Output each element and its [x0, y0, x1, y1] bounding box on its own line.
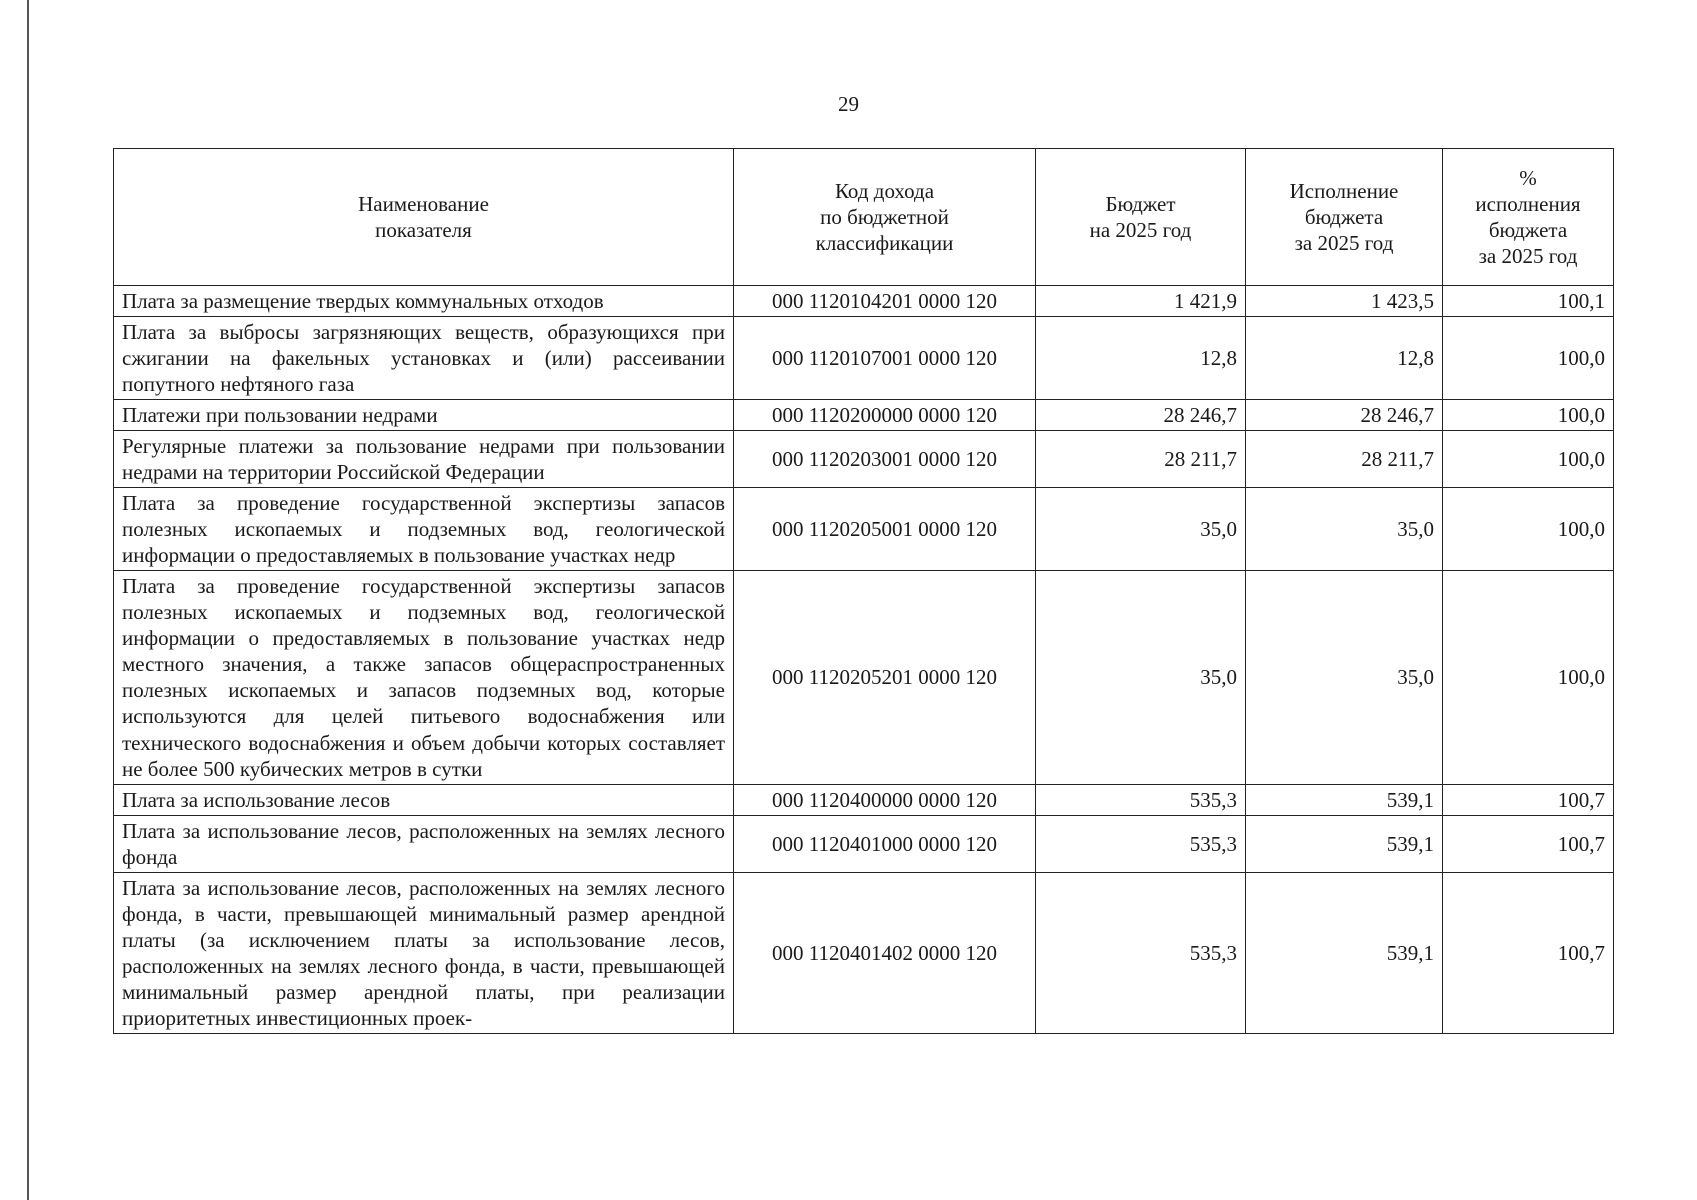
row-name: Плата за проведение государственной экспертизы запасов полезных ископаемых и подземных вод, геологической информации о предоставляемых в пользование участках недр местного значения, а также запасов общераспространенных полезных ископаемых и запасов подземных вод, которые используются для целей питьевого водоснабжения или технического водоснабжения и объем добычи которых составляет не более 500 кубических метров в сутки — [114, 571, 734, 784]
header-budget: Бюджет на 2025 год — [1036, 149, 1246, 286]
row-name: Плата за выбросы загрязняющих веществ, образующихся при сжигании на факельных установках и (или) рассеивании попутного нефтяного газа — [114, 317, 734, 400]
row-code: 000 1120200000 0000 120 — [734, 400, 1036, 431]
row-name: Регулярные платежи за пользование недрами при пользовании недрами на территории Российской Федерации — [114, 431, 734, 488]
row-budget: 535,3 — [1036, 872, 1246, 1033]
row-percent: 100,7 — [1443, 872, 1614, 1033]
row-code: 000 1120205001 0000 120 — [734, 488, 1036, 571]
row-name: Платежи при пользовании недрами — [114, 400, 734, 431]
row-name: Плата за проведение государственной экспертизы запасов полезных ископаемых и подземных вод, геологической информации о предоставляемых в пользование участках недр — [114, 488, 734, 571]
table-row — [114, 571, 1614, 784]
table-row — [114, 317, 1614, 400]
table-row — [114, 286, 1614, 317]
table-row — [114, 815, 1614, 872]
row-percent: 100,0 — [1443, 431, 1614, 488]
row-percent: 100,1 — [1443, 286, 1614, 317]
row-budget: 12,8 — [1036, 317, 1246, 400]
table-header — [114, 149, 1614, 286]
row-code: 000 1120400000 0000 120 — [734, 784, 1036, 815]
row-execution: 539,1 — [1246, 815, 1443, 872]
row-budget: 535,3 — [1036, 784, 1246, 815]
header-row — [114, 149, 1614, 286]
row-execution: 35,0 — [1246, 488, 1443, 571]
row-code: 000 1120104201 0000 120 — [734, 286, 1036, 317]
row-code: 000 1120401402 0000 120 — [734, 872, 1036, 1033]
page-number: 29 — [838, 92, 859, 116]
row-execution: 35,0 — [1246, 571, 1443, 784]
row-budget: 35,0 — [1036, 488, 1246, 571]
table-row — [114, 400, 1614, 431]
row-percent: 100,0 — [1443, 571, 1614, 784]
table-row — [114, 431, 1614, 488]
table-row — [114, 488, 1614, 571]
row-budget: 28 246,7 — [1036, 400, 1246, 431]
row-execution: 539,1 — [1246, 784, 1443, 815]
row-budget: 1 421,9 — [1036, 286, 1246, 317]
row-budget: 535,3 — [1036, 815, 1246, 872]
row-execution: 28 246,7 — [1246, 400, 1443, 431]
row-percent: 100,0 — [1443, 400, 1614, 431]
row-execution: 12,8 — [1246, 317, 1443, 400]
row-percent: 100,7 — [1443, 815, 1614, 872]
table-row — [114, 784, 1614, 815]
header-code: Код дохода по бюджетной классификации — [734, 149, 1036, 286]
row-execution: 28 211,7 — [1246, 431, 1443, 488]
row-execution: 1 423,5 — [1246, 286, 1443, 317]
row-percent: 100,7 — [1443, 784, 1614, 815]
row-name: Плата за использование лесов, расположенных на землях лесного фонда — [114, 815, 734, 872]
binding-line — [27, 0, 29, 1200]
row-percent: 100,0 — [1443, 488, 1614, 571]
row-code: 000 1120203001 0000 120 — [734, 431, 1036, 488]
budget-table — [113, 148, 1614, 1034]
header-percent: % исполнения бюджета за 2025 год — [1443, 149, 1614, 286]
header-name: Наименование показателя — [114, 149, 734, 286]
row-budget: 28 211,7 — [1036, 431, 1246, 488]
row-percent: 100,0 — [1443, 317, 1614, 400]
table-row — [114, 872, 1614, 1033]
row-code: 000 1120401000 0000 120 — [734, 815, 1036, 872]
header-execution: Исполнение бюджета за 2025 год — [1246, 149, 1443, 286]
row-execution: 539,1 — [1246, 872, 1443, 1033]
row-budget: 35,0 — [1036, 571, 1246, 784]
row-code: 000 1120205201 0000 120 — [734, 571, 1036, 784]
row-code: 000 1120107001 0000 120 — [734, 317, 1036, 400]
row-name: Плата за использование лесов, расположенных на землях лесного фонда, в части, превышающей минимальный размер арендной платы (за исключением платы за использование лесов, расположенных на землях лесного фонда, в части, превышающей минимальный размер арендной платы, при реализации приоритетных инвестиционных проек- — [114, 872, 734, 1033]
table-body — [114, 286, 1614, 1034]
row-name: Плата за размещение твердых коммунальных отходов — [114, 286, 734, 317]
row-name: Плата за использование лесов — [114, 784, 734, 815]
